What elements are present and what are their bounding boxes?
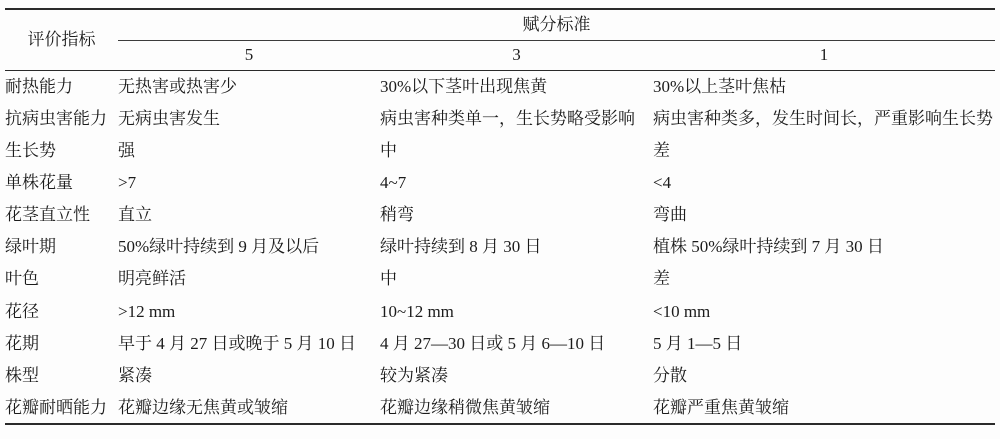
header-scoring-standard: 赋分标准 <box>118 9 995 40</box>
cell-indicator: 耐热能力 <box>5 76 73 96</box>
cell-indicator: 花期 <box>5 333 39 353</box>
cell-indicator: 花茎直立性 <box>5 205 90 225</box>
cell-score-5: 明亮鲜活 <box>118 269 186 289</box>
cell-score-5: >7 <box>118 172 137 192</box>
cell-score-1: 花瓣严重焦黄皱缩 <box>653 397 789 417</box>
cell-score-3: 稍弯 <box>380 205 414 225</box>
cell-score-3: 病虫害种类单一，生长势略受影响 <box>380 108 635 128</box>
table-header <box>5 9 995 70</box>
header-score-5: 5 <box>118 40 380 70</box>
table-row <box>5 263 995 295</box>
cell-score-1: 差 <box>653 140 670 160</box>
cell-indicator: 生长势 <box>5 140 56 160</box>
cell-score-5: 直立 <box>118 205 152 225</box>
header-score-1: 1 <box>653 40 995 70</box>
cell-score-1: 30%以上茎叶焦枯 <box>653 76 787 96</box>
cell-score-3: 10~12 mm <box>380 301 454 321</box>
cell-indicator: 绿叶期 <box>5 237 56 257</box>
cell-indicator: 株型 <box>5 366 39 385</box>
table-row <box>5 392 995 424</box>
cell-score-5: 无热害或热害少 <box>118 76 237 96</box>
cell-score-1: <4 <box>653 172 672 192</box>
cell-score-5: 强 <box>118 140 135 160</box>
table-row <box>5 102 995 134</box>
cell-indicator: 花径 <box>5 301 39 321</box>
cell-indicator: 花瓣耐晒能力 <box>5 397 107 417</box>
cell-score-5: 50%绿叶持续到 9 月及以后 <box>118 237 320 257</box>
table-row <box>5 199 995 231</box>
table-row <box>5 231 995 263</box>
cell-score-5: 紧凑 <box>118 366 152 385</box>
cell-score-1: <10 mm <box>653 301 711 321</box>
cell-score-3: 30%以下茎叶出现焦黄 <box>380 76 548 96</box>
table-row <box>5 134 995 166</box>
cell-score-3: 中 <box>380 269 397 289</box>
cell-score-5: 花瓣边缘无焦黄或皱缩 <box>118 397 288 417</box>
cell-score-1: 5 月 1—5 日 <box>653 333 743 353</box>
header-indicator: 评价指标 <box>5 9 118 70</box>
cell-score-3: 4 月 27—30 日或 5 月 6—10 日 <box>380 333 606 353</box>
header-row-2 <box>5 40 995 70</box>
cell-score-3: 4~7 <box>380 172 407 192</box>
criteria-table <box>5 8 995 425</box>
cell-score-5: >12 mm <box>118 301 176 321</box>
cell-score-1: 分散 <box>653 366 687 385</box>
cell-indicator: 抗病虫害能力 <box>5 108 107 128</box>
cell-score-3: 较为紧凑 <box>380 366 448 385</box>
header-row-1 <box>5 9 995 40</box>
cell-score-3: 花瓣边缘稍微焦黄皱缩 <box>380 397 550 417</box>
cell-score-1: 弯曲 <box>653 205 687 225</box>
table-row <box>5 360 995 392</box>
cell-score-5: 无病虫害发生 <box>118 108 220 128</box>
table-row <box>5 295 995 327</box>
table-row <box>5 167 995 199</box>
table-row <box>5 70 995 102</box>
header-score-3: 3 <box>380 40 653 70</box>
table-row <box>5 328 995 360</box>
table-body <box>5 70 995 424</box>
cell-score-1: 病虫害种类多，发生时间长，严重影响生长势 <box>653 108 993 128</box>
cell-score-1: 植株 50%绿叶持续到 7 月 30 日 <box>653 237 884 257</box>
cell-score-1: 差 <box>653 269 670 289</box>
cell-indicator: 单株花量 <box>5 172 73 192</box>
cell-indicator: 叶色 <box>5 269 39 289</box>
cell-score-5: 早于 4 月 27 日或晚于 5 月 10 日 <box>118 333 356 353</box>
cell-score-3: 绿叶持续到 8 月 30 日 <box>380 237 542 257</box>
cell-score-3: 中 <box>380 140 397 160</box>
